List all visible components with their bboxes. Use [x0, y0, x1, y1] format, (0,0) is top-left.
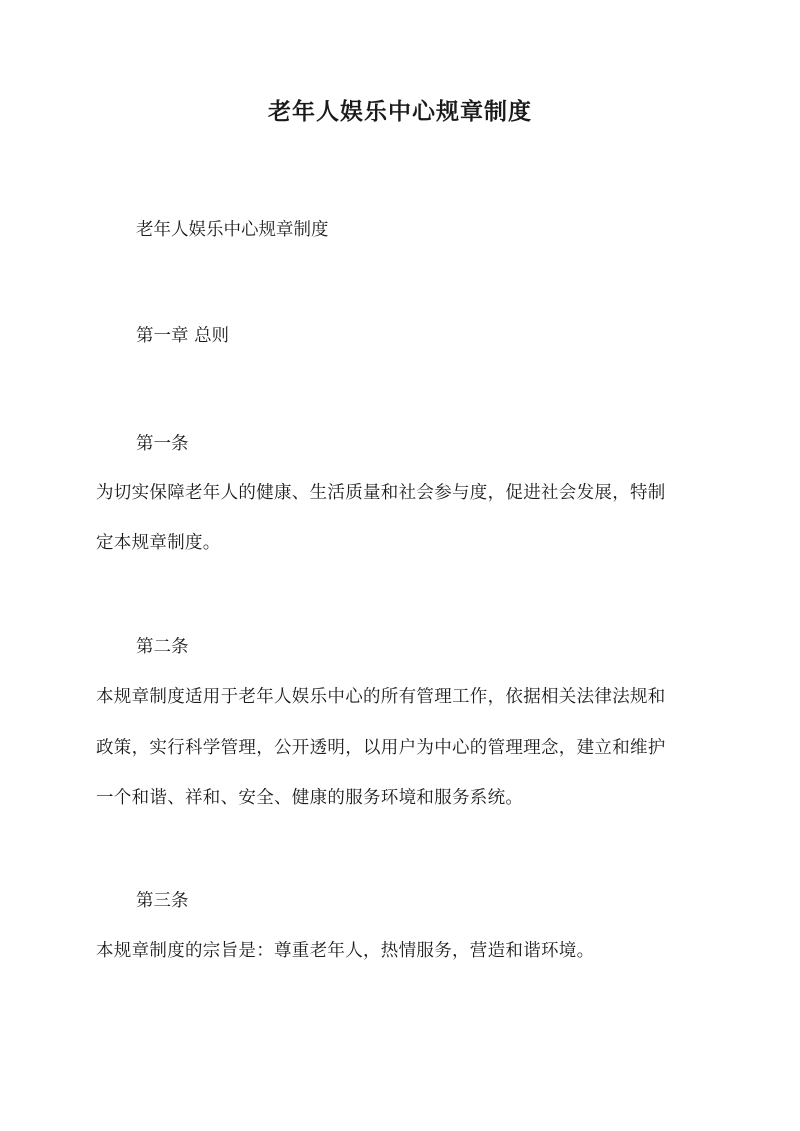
article-2-line-1: 本规章制度适用于老年人娱乐中心的所有管理工作，依据相关法律法规和: [96, 687, 666, 707]
article-2-line-3: 一个和谐、祥和、安全、健康的服务环境和服务系统。: [96, 788, 524, 808]
article-2-heading: 第二条: [136, 637, 189, 657]
article-2-line-2: 政策，实行科学管理，公开透明，以用户为中心的管理理念，建立和维护: [96, 738, 666, 758]
document-title: 老年人娱乐中心规章制度: [268, 98, 532, 125]
document-subtitle: 老年人娱乐中心规章制度: [136, 220, 329, 240]
article-1-line-1: 为切实保障老年人的健康、生活质量和社会参与度，促进社会发展，特制: [96, 483, 666, 503]
article-3-line-1: 本规章制度的宗旨是：尊重老年人，热情服务，营造和谐环境。: [96, 941, 595, 961]
article-1-line-2: 定本规章制度。: [96, 533, 221, 553]
chapter-heading: 第一章 总则: [136, 326, 230, 346]
article-3-heading: 第三条: [136, 891, 189, 911]
article-1-heading: 第一条: [136, 434, 189, 454]
